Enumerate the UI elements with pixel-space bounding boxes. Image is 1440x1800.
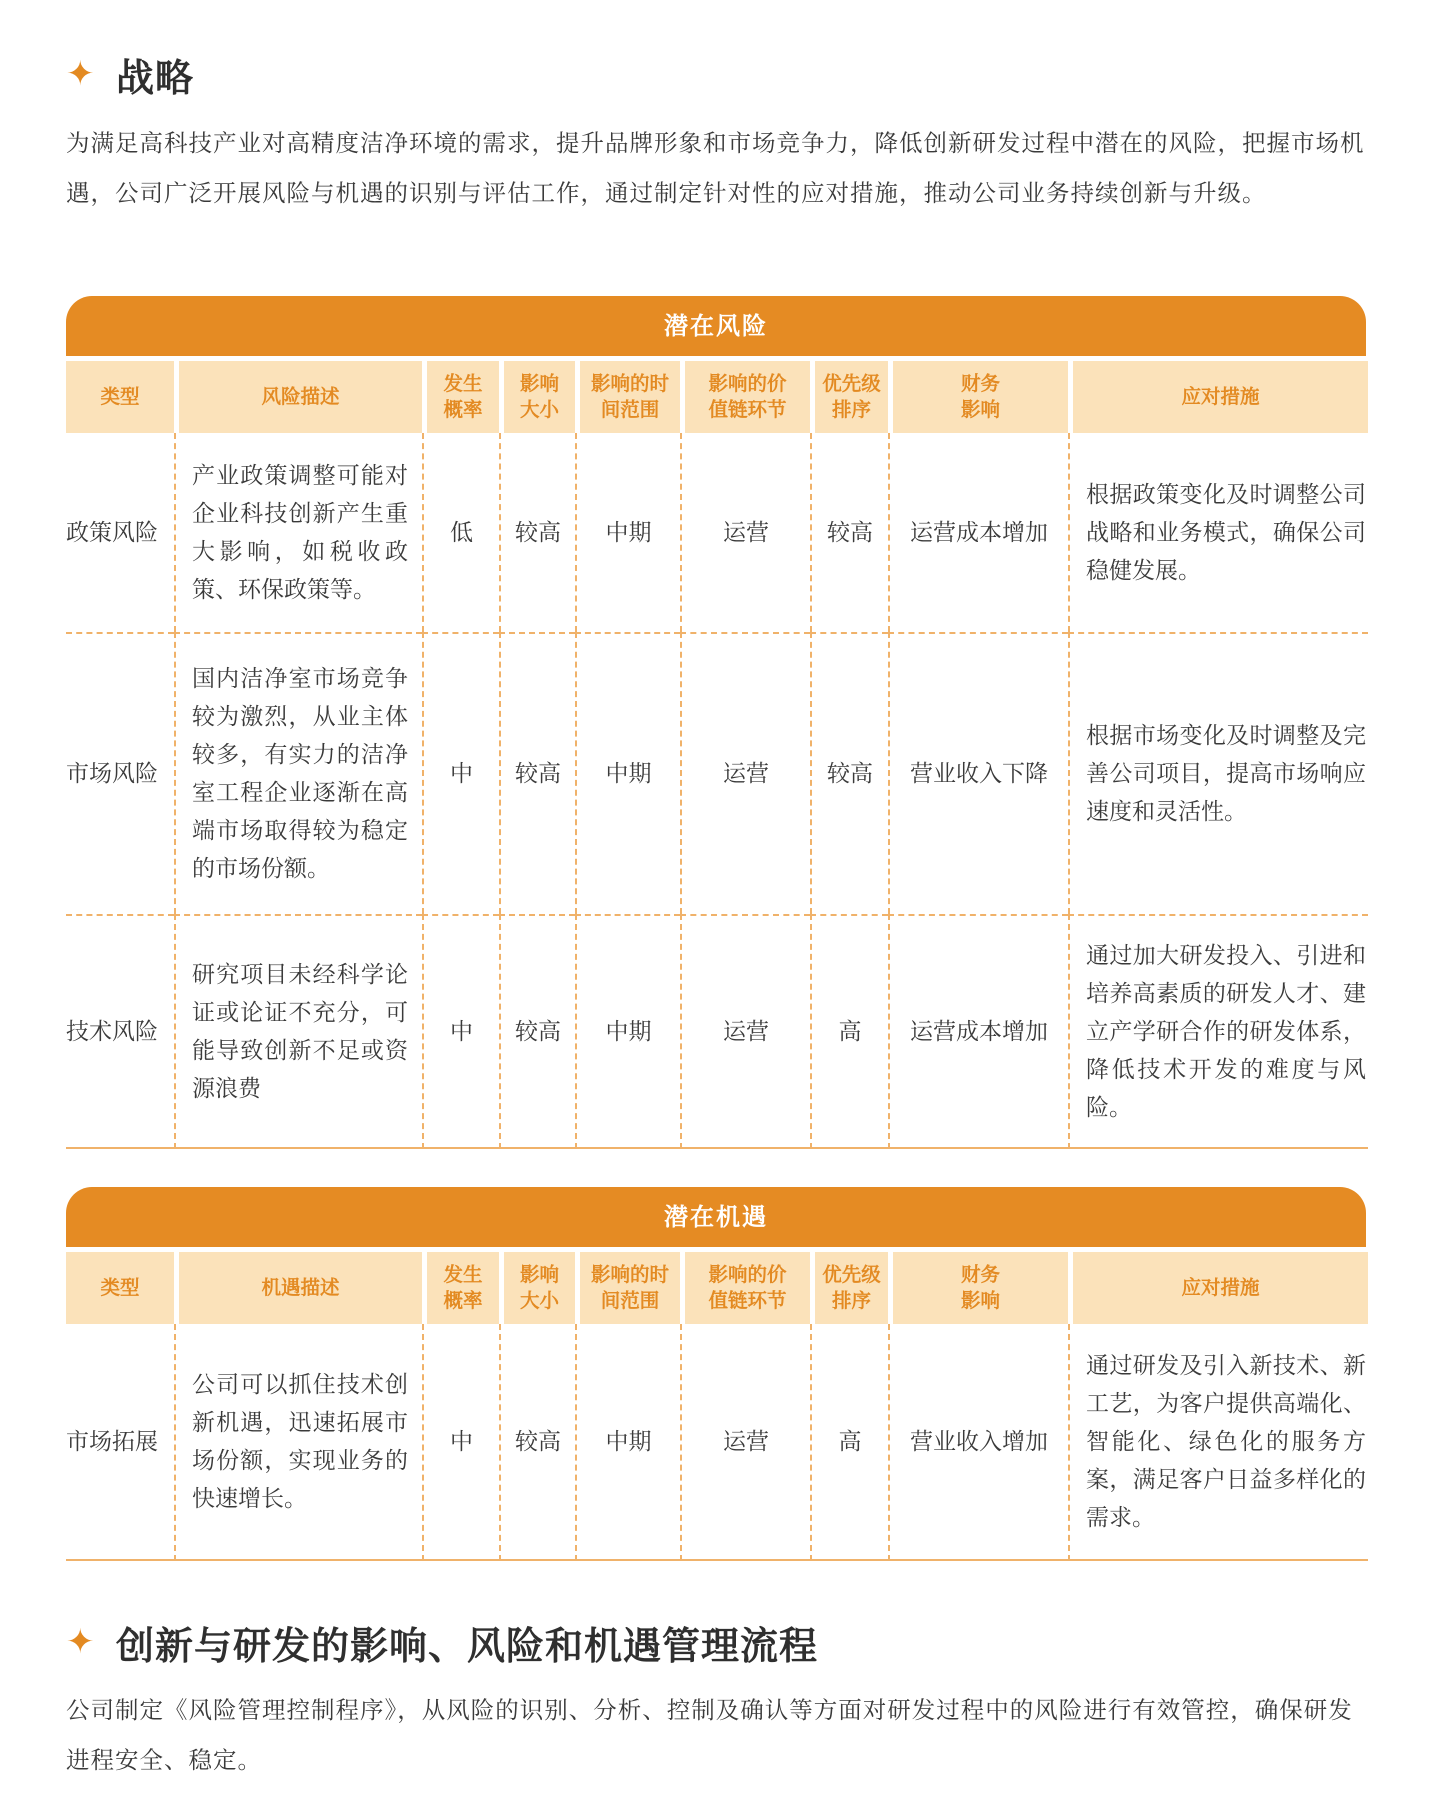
header-type: 类型 [66, 361, 174, 433]
risk-description: 产业政策调整可能对企业科技创新产生重大影响，如税收政策、环保政策等。 [174, 433, 422, 632]
risk-probability: 中 [422, 632, 499, 914]
header-financial-impact: 财务影响 [888, 1252, 1068, 1324]
risk-description: 国内洁净室市场竞争较为激烈，从业主体较多，有实力的洁净室工程企业逐渐在高端市场取得较为稳定的市场份额。 [174, 632, 422, 914]
risk-description: 研究项目未经科学论证或论证不充分，可能导致创新不足或资源浪费 [174, 914, 422, 1149]
risk-table-block [66, 296, 1366, 1149]
strategy-paragraph: 为满足高科技产业对高精度洁净环境的需求，提升品牌形象和市场竞争力，降低创新研发过程中潜在的风险，把握市场机遇，公司广泛开展风险与机遇的识别与评估工作，通过制定针对性的应对措施，推动公司业务持续创新与升级。 [66, 129, 1365, 207]
risk-type: 技术风险 [66, 914, 174, 1149]
risk-measures: 通过加大研发投入、引进和培养高素质的研发人才、建立产学研合作的研发体系，降低技术开发的难度与风险。 [1068, 914, 1368, 1149]
sparkle-icon: ✦ [66, 1622, 95, 1662]
risk-priority: 较高 [810, 433, 888, 632]
table-row [66, 433, 1368, 632]
risk-measures: 根据政策变化及时调整公司战略和业务模式，确保公司稳健发展。 [1068, 433, 1368, 632]
risk-time-range: 中期 [575, 433, 680, 632]
header-value-chain: 影响的价值链环节 [680, 361, 810, 433]
opportunity-priority: 高 [810, 1324, 888, 1561]
opportunity-table-header-row [66, 1252, 1368, 1324]
strategy-heading-text: 战略 [116, 55, 195, 100]
risk-impact: 较高 [499, 914, 575, 1149]
risk-impact: 较高 [499, 433, 575, 632]
header-value-chain: 影响的价值链环节 [680, 1252, 810, 1324]
opportunity-time-range: 中期 [575, 1324, 680, 1561]
opportunity-value-chain: 运营 [680, 1324, 810, 1561]
risk-value-chain: 运营 [680, 632, 810, 914]
risk-probability: 中 [422, 914, 499, 1149]
risk-financial-impact: 营业收入下降 [888, 632, 1068, 914]
header-description: 风险描述 [174, 361, 422, 433]
risk-time-range: 中期 [575, 914, 680, 1149]
risk-table [66, 361, 1368, 1149]
risk-time-range: 中期 [575, 632, 680, 914]
opportunity-table-block [66, 1187, 1366, 1561]
risk-financial-impact: 运营成本增加 [888, 433, 1068, 632]
risk-financial-impact: 运营成本增加 [888, 914, 1068, 1149]
risk-value-chain: 运营 [680, 433, 810, 632]
opportunity-table [66, 1252, 1368, 1561]
header-description: 机遇描述 [174, 1252, 422, 1324]
risk-type: 政策风险 [66, 519, 158, 546]
header-type: 类型 [66, 1252, 174, 1324]
risk-impact: 较高 [499, 632, 575, 914]
header-probability: 发生概率 [422, 361, 499, 433]
strategy-heading [66, 54, 195, 100]
risk-priority: 较高 [810, 632, 888, 914]
risk-table-title: 潜在风险 [66, 296, 1366, 356]
opportunity-measures: 通过研发及引入新技术、新工艺，为客户提供高端化、智能化、绿色化的服务方案，满足客户日益多样化的需求。 [1068, 1324, 1368, 1561]
process-heading-text: 创新与研发的影响、风险和机遇管理流程 [116, 1623, 819, 1668]
sparkle-icon: ✦ [66, 54, 95, 94]
table-row [66, 914, 1368, 1149]
process-paragraph: 公司制定《风险管理控制程序》，从风险的识别、分析、控制及确认等方面对研发过程中的风险进行有效管控，确保研发进程安全、稳定。 [66, 1696, 1353, 1774]
risk-probability: 低 [422, 433, 499, 632]
risk-table-header-row [66, 361, 1368, 433]
table-row [66, 1324, 1368, 1561]
risk-priority: 高 [810, 914, 888, 1149]
risk-type: 市场风险 [66, 632, 174, 914]
opportunity-financial-impact: 营业收入增加 [888, 1324, 1068, 1561]
opportunity-description: 公司可以抓住技术创新机遇，迅速拓展市场份额，实现业务的快速增长。 [174, 1324, 422, 1561]
header-time-range: 影响的时间范围 [575, 1252, 680, 1324]
opportunity-probability: 中 [422, 1324, 499, 1561]
header-priority: 优先级排序 [810, 1252, 888, 1324]
header-measures: 应对措施 [1068, 361, 1368, 433]
header-financial-impact: 财务影响 [888, 361, 1068, 433]
header-probability: 发生概率 [422, 1252, 499, 1324]
process-heading [66, 1622, 819, 1668]
opportunity-table-title: 潜在机遇 [66, 1187, 1366, 1247]
table-row [66, 632, 1368, 914]
header-impact: 影响大小 [499, 1252, 575, 1324]
opportunity-type: 市场拓展 [66, 1324, 174, 1561]
header-time-range: 影响的时间范围 [575, 361, 680, 433]
opportunity-impact: 较高 [499, 1324, 575, 1561]
header-measures: 应对措施 [1068, 1252, 1368, 1324]
risk-measures: 根据市场变化及时调整及完善公司项目，提高市场响应速度和灵活性。 [1068, 632, 1368, 914]
header-impact: 影响大小 [499, 361, 575, 433]
risk-value-chain: 运营 [680, 914, 810, 1149]
header-priority: 优先级排序 [810, 361, 888, 433]
